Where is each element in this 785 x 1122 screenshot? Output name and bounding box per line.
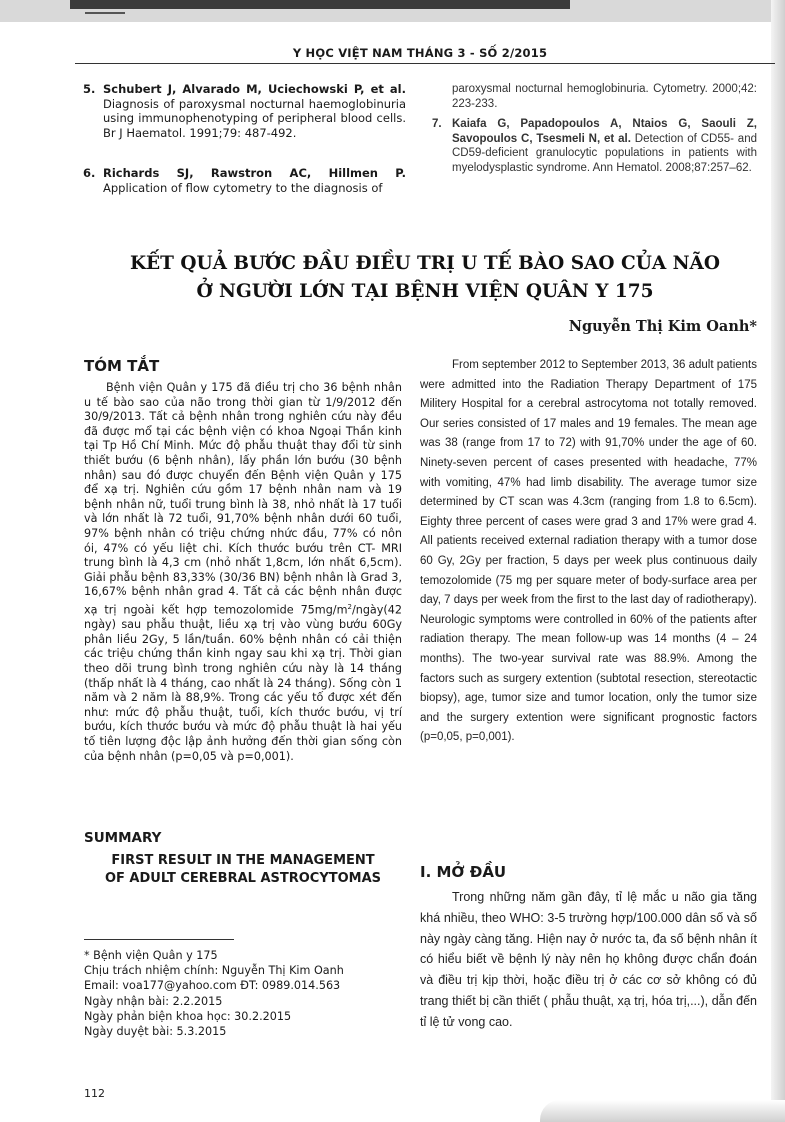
abstract-vi-heading: TÓM TẮT <box>84 357 160 375</box>
article-title-line-2: Ở NGƯỜI LỚN TẠI BỆNH VIỆN QUÂN Y 175 <box>196 281 654 302</box>
header-rule <box>75 63 775 64</box>
article-author: Nguyễn Thị Kim Oanh* <box>568 318 757 335</box>
footnote <box>84 948 414 1039</box>
introduction-text: Trong những năm gần đây, tỉ lệ mắc u não gia tăng khá nhiều, theo WHO: 3-5 trường hợp/100.000 dân số và số này ngày càng tăng. Hiện nay ở nước ta, đa số bệnh nhân ít có hiểu biết về bệnh lý này nên họ không được chẩn đoán và điều trị kịp thời, hoặc điều trị ở các cơ sở không có đủ trang thiết bị cần thiết ( phẫu thuật, xạ trị, hóa trị,...), dẫn đến tỉ lệ tử vong cao. <box>420 890 757 1029</box>
summary-heading: SUMMARY <box>84 830 162 846</box>
reference-authors: Richards SJ, Rawstron AC, Hillmen P. <box>103 166 406 180</box>
summary-title <box>84 852 402 888</box>
journal-header: Y HỌC VIỆT NAM THÁNG 3 - SỐ 2/2015 <box>292 46 548 60</box>
abstract-vi-text-part-2: /ngày(42 ngày) sau phẫu thuật, liều xạ trị vào vùng bướu 60Gy phân liều 2Gy, 5 lần/tuần. 60% bệnh nhân có cải thiện các triệu chứng thần kinh ngay sau khi xạ trị. Thời gian theo dõi trung bình trong nghiên cứu này là 14 tháng (thấp nhất là 4 tháng, cao nhất là 24 tháng). Sống còn 1 năm và 2 năm là 88,9%. Trong các yếu tố được xét đến như: mức độ phẫu thuật, tuổi, kích thước bướu, vị trí bướu, kích thước bướu và mức độ phẫu thuật là hai yếu tố tiên lượng độc lập ảnh hưởng đến thời gian sống còn của bệnh nhân (p=0,05 và p=0,001). <box>84 603 402 763</box>
abstract-vi-superscript: 2 <box>347 602 352 611</box>
abstract-vi-text-part-1: Bệnh viện Quân y 175 đã điều trị cho 36 bệnh nhân u tế bào sao của não trong thời gian từ 1/9/2012 đến 30/9/2013. Tất cả bệnh nhân trong nghiên cứu này đều đã được mổ tại các bệnh viện có khoa Ngoại Thần kinh tại Tp Hồ Chí Minh. Mức độ phẫu thuật thay đổi từ sinh thiết bướu (6 bệnh nhân), lấy phần lớn bướu (30 bệnh nhân) sau đó được chuyển đến Bệnh viện Quân y 175 để xạ trị. Nghiên cứu gồm 17 bệnh nhân nam và 19 bệnh nhân nữ, tuổi trung bình là 38, nhỏ nhất là 17 tuổi và lớn nhất là 72 tuổi, 91,70% bệnh nhân dưới 60 tuổi, 97% bệnh nhân có triệu chứng nhức đầu, 77% có nôn ói, 47% có yếu liệt chi. Kích thước bướu trên CT- MRI trung bình là 4,3 cm (nhỏ nhất 1,8cm, lớn nhất 6,5cm). Giải phẫu bệnh 83,33% (30/36 BN) bệnh nhân là Grad 3, 16,67% bệnh nhân grad 4. Tất cả các bệnh nhân được xạ trị ngoài kết hợp temozolomide 75mg/m <box>84 381 402 617</box>
introduction <box>420 863 757 1033</box>
abstract-vi-text <box>84 381 402 764</box>
reference-5 <box>83 82 406 140</box>
introduction-heading: I. MỞ ĐẦU <box>420 863 507 881</box>
scan-right-edge <box>771 0 785 1122</box>
abstract-vi <box>84 357 402 764</box>
summary-title-line-2: OF ADULT CEREBRAL ASTROCYTOMAS <box>104 871 382 886</box>
scan-bottom-shadow <box>540 1100 785 1122</box>
reference-6 <box>83 166 406 195</box>
page-number: 112 <box>84 1087 105 1100</box>
footnote-email: Email: voa177@yahoo.com ĐT: 0989.014.563 <box>84 979 341 993</box>
article-title <box>110 250 740 306</box>
footnote-affiliation: * Bệnh viện Quân y 175 <box>84 949 218 962</box>
article-title-line-1: KẾT QUẢ BƯỚC ĐẦU ĐIỀU TRỊ U TẾ BÀO SAO CỦA NÃO <box>129 253 721 274</box>
reference-authors: Kaiafa G, Papadopoulos A, Ntaios G, Saouli Z, Savopoulos C, Tsesmeli N, et al. <box>452 118 757 145</box>
reference-text: Diagnosis of paroxysmal nocturnal haemoglobinuria using immunophenotyping of peripheral blood cells. Br J Haematol. 1991;79: 487-492. <box>103 96 406 140</box>
reference-6-continued: paroxysmal nocturnal hemoglobinuria. Cytometry. 2000;42: 223-233. <box>452 83 757 110</box>
summary-title-line-1: FIRST RESULT IN THE MANAGEMENT <box>111 853 375 868</box>
summary-text: From september 2012 to September 2013, 36 adult patients were admitted into the Radiation Therapy Department of 175 Militery Hospital for a cerebral astrocytoma not totally removed. Our series consisted of 17 males and 19 females. The mean age was 38 (range from 17 to 72) with 91,70% under the age of 60. Ninety-seven percent of cases presented with headache, 77% with vomiting, 47% had limb disability. The average tumor size determined by CT scan was 4.3cm (ranging from 1.8 to 6.5cm). Eighty three percent of cases were grad 3 and 17% were grad 4. All patients received external radiation therapy with a tumor dose 60 Gy, 2Gy per fraction, 5 days per week plus continuous daily temozolomide (75 mg per square meter of body-surface area per day, 7 days per week from the first to the last day of radiotherapy). Neurologic symptoms were controlled in 60% of the patients after radiation therapy. The mean follow-up was 14 months (4 – 24 months). The two-year survival rate was 88.9%. Among the factors such as surgery extention (subtotal resection, stereotactic biopsy), age, tumor size and tumor location, only the tumor size and the surgery extention were significant prognostic factors (p=0,05, p=0,001). <box>420 359 757 744</box>
scan-top-band <box>70 0 570 9</box>
footnote-reviewed: Ngày phản biện khoa học: 30.2.2015 <box>84 1009 292 1023</box>
footnote-received: Ngày nhận bài: 2.2.2015 <box>84 994 223 1008</box>
summary-body <box>420 356 757 748</box>
footnote-rule <box>84 939 234 940</box>
reference-number: 6. <box>83 166 96 180</box>
reference-text: Detection of CD55- and CD59-deficient granulocytic populations in patients with myelodysplastic syndrome. Ann Hematol. 2008;87:257–62. <box>452 132 757 174</box>
reference-text: Application of flow cytometry to the diagnosis of <box>103 180 383 195</box>
reference-number: 7. <box>432 118 442 130</box>
reference-7 <box>432 117 757 175</box>
reference-authors: Schubert J, Alvarado M, Uciechowski P, et al. <box>103 82 406 96</box>
footnote-approved: Ngày duyệt bài: 5.3.2015 <box>84 1025 227 1039</box>
reference-number: 5. <box>83 82 96 96</box>
footnote-responsible: Chịu trách nhiệm chính: Nguyễn Thị Kim Oanh <box>84 964 344 978</box>
scan-top-mark <box>85 12 125 14</box>
